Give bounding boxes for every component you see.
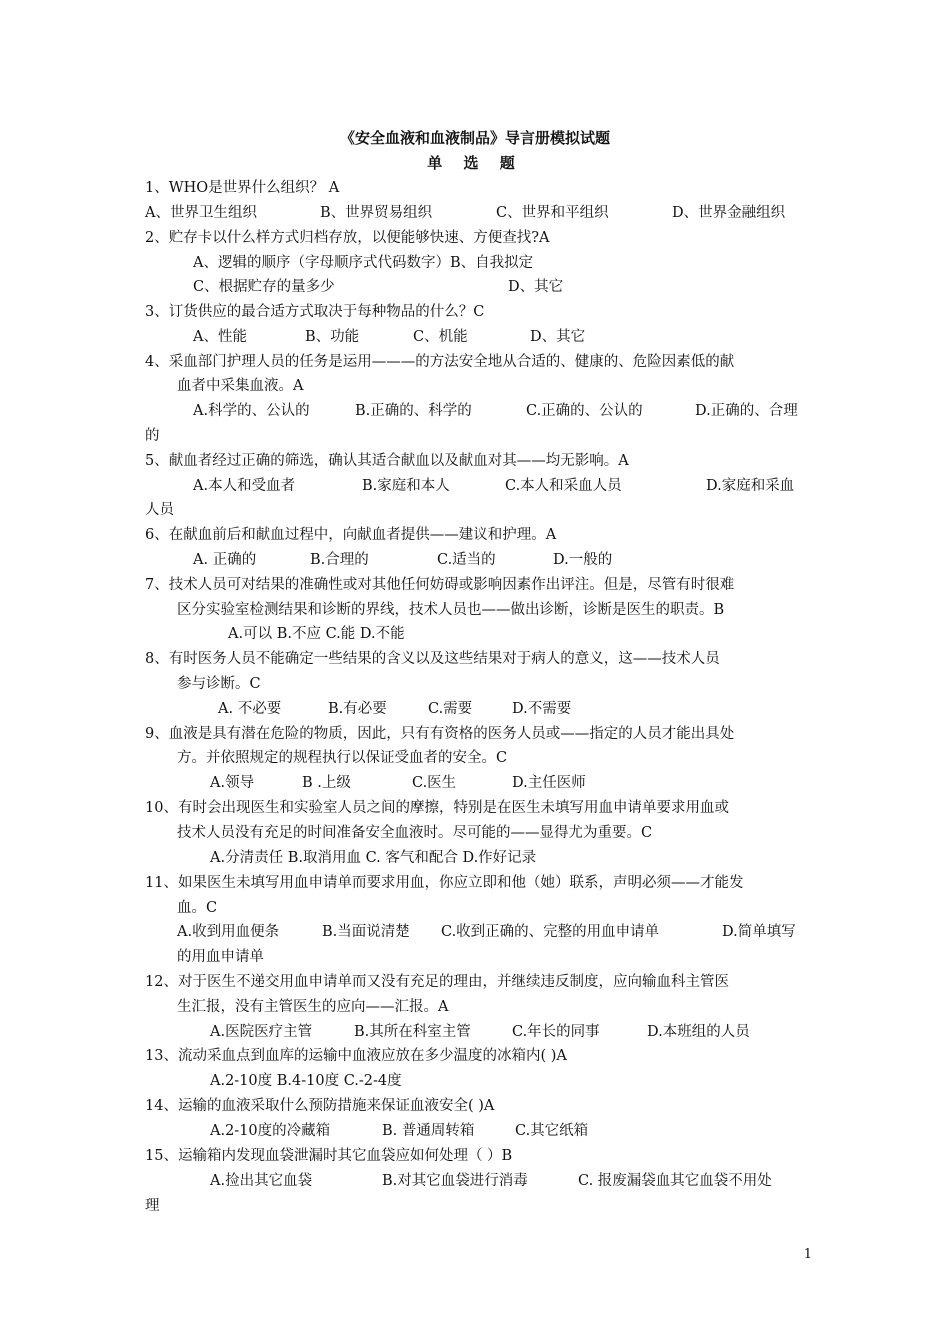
answer-option: A.分清责任 B.取消用血 C. 客气和配合 D.作好记录 — [210, 850, 537, 866]
answer-option: A.收到用血便条 — [177, 924, 280, 940]
page-number: 1 — [803, 1247, 812, 1262]
answer-option: A.本人和受血者 — [193, 478, 296, 494]
question-text: 7、技术人员可对结果的准确性或对其他任何妨碍或影响因素作出评注。但是，尽管有时很难 — [145, 577, 735, 593]
question-text: 13、流动采血点到血库的运输中血液应放在多少温度的冰箱内( )A — [145, 1048, 567, 1064]
section-heading: 单 选 题 — [427, 154, 523, 172]
question-text: 方。并依照规定的规程执行以保证受血者的安全。C — [177, 750, 508, 766]
answer-option: C、根据贮存的量多少 — [193, 279, 335, 295]
question-text: 5、献血者经过正确的筛选，确认其适合献血以及献血对其——均无影响。A — [145, 453, 629, 469]
question-text: 生汇报，没有主管医生的应向——汇报。A — [177, 999, 449, 1015]
question-text: 10、有时会出现医生和实验室人员之间的摩擦，特别是在医生未填写用血申请单要求用血或 — [145, 800, 729, 816]
answer-option: C.需要 — [428, 701, 473, 717]
question-text: 技术人员没有充足的时间准备安全血液时。尽可能的——显得尤为重要。C — [177, 825, 653, 841]
answer-option: A.2-10度 B.4-10度 C.-2-4度 — [210, 1073, 402, 1089]
answer-option: A、世界卫生组织 — [145, 205, 257, 221]
question-text: 血者中采集血液。A — [177, 378, 304, 394]
answer-option: B、功能 — [305, 329, 360, 345]
answer-option: C.年长的同事 — [512, 1024, 600, 1040]
answer-option: A、性能 — [193, 329, 247, 345]
answer-option: D.简单填写 — [722, 924, 796, 940]
question-text: 8、有时医务人员不能确定一些结果的含义以及这些结果对于病人的意义，这——技术人员 — [145, 651, 720, 667]
answer-option: A. 正确的 — [193, 552, 257, 568]
question-text: 区分实验室检测结果和诊断的界线，技术人员也——做出诊断，诊断是医生的职责。B — [177, 602, 725, 618]
answer-option: B.合理的 — [310, 552, 369, 568]
answer-option: A.医院医疗主管 — [210, 1024, 313, 1040]
document-title: 《安全血液和血液制品》导言册模拟试题 — [339, 129, 610, 147]
answer-option: C.其它纸箱 — [515, 1123, 589, 1139]
question-text: 11、如果医生未填写用血申请单而要求用血，你应立即和他（她）联系，声明必须——才能发 — [145, 875, 744, 891]
answer-option: A. 不必要 — [218, 701, 282, 717]
question-text: 血。C — [177, 900, 218, 916]
answer-option: B.其所在科室主管 — [354, 1024, 471, 1040]
answer-option: B.有必要 — [328, 701, 387, 717]
answer-option: C.医生 — [412, 775, 457, 791]
answer-option: B.对其它血袋进行消毒 — [382, 1173, 528, 1189]
answer-option: B. 普通周转箱 — [382, 1123, 475, 1139]
answer-option: C.本人和采血人员 — [505, 478, 622, 494]
answer-option: 理 — [145, 1198, 160, 1214]
answer-option: 的 — [145, 428, 160, 444]
question-text: 15、运输箱内发现血袋泄漏时其它血袋应如何处理（ ）B — [145, 1148, 513, 1164]
answer-option: D.一般的 — [553, 552, 613, 568]
answer-option: C、世界和平组织 — [496, 205, 609, 221]
answer-option: B .上级 — [302, 775, 351, 791]
answer-option: B、世界贸易组织 — [320, 205, 433, 221]
answer-option: D.家庭和采血 — [706, 478, 795, 494]
question-text: 参与诊断。C — [177, 676, 261, 692]
answer-option: A.科学的、公认的 — [193, 403, 310, 419]
answer-option: C.收到正确的、完整的用血申请单 — [441, 924, 660, 940]
question-text: 1、WHO是世界什么组织？ A — [145, 180, 340, 196]
answer-option: A.2-10度的冷藏箱 — [210, 1123, 331, 1139]
answer-option: B.正确的、科学的 — [355, 403, 472, 419]
answer-option: D、其它 — [508, 279, 564, 295]
answer-option: D.不需要 — [512, 701, 572, 717]
question-text: 4、采血部门护理人员的任务是运用———的方法安全地从合适的、健康的、危险因素低的献 — [145, 354, 735, 370]
answer-option: A.捡出其它血袋 — [210, 1173, 313, 1189]
question-text: 2、贮存卡以什么样方式归档存放，以便能够快速、方便查找?A — [145, 230, 550, 246]
answer-option: D.本班组的人员 — [647, 1024, 750, 1040]
answer-option: D、世界金融组织 — [672, 205, 786, 221]
answer-option: A、逻辑的顺序（字母顺序式代码数字）B、自我拟定 — [193, 255, 534, 271]
question-text: 14、运输的血液采取什么预防措施来保证血液安全( )A — [145, 1098, 495, 1114]
answer-option: C、机能 — [413, 329, 468, 345]
answer-option: A.领导 — [210, 775, 255, 791]
answer-option: D.正确的、合理 — [695, 403, 798, 419]
answer-option: B.当面说清楚 — [322, 924, 410, 940]
answer-option: D.主任医师 — [512, 775, 586, 791]
question-text: 9、血液是具有潜在危险的物质，因此，只有有资格的医务人员或——指定的人员才能出具处 — [145, 726, 735, 742]
answer-option: A.可以 B.不应 C.能 D.不能 — [228, 626, 405, 642]
question-text: 6、在献血前后和献血过程中，向献血者提供——建议和护理。A — [145, 527, 557, 543]
question-text: 3、订货供应的最合适方式取决于每种物品的什么？C — [145, 304, 485, 320]
answer-option: D、其它 — [530, 329, 586, 345]
question-text: 12、对于医生不递交用血申请单而又没有充足的理由，并继续违反制度，应向输血科主管医 — [145, 974, 729, 990]
answer-option: C.适当的 — [437, 552, 496, 568]
answer-option: B.家庭和本人 — [362, 478, 450, 494]
answer-option: C.正确的、公认的 — [526, 403, 643, 419]
answer-option: 的用血申请单 — [177, 949, 264, 965]
answer-option: C. 报废漏袋血其它血袋不用处 — [578, 1173, 772, 1189]
answer-option: 人员 — [145, 502, 174, 518]
